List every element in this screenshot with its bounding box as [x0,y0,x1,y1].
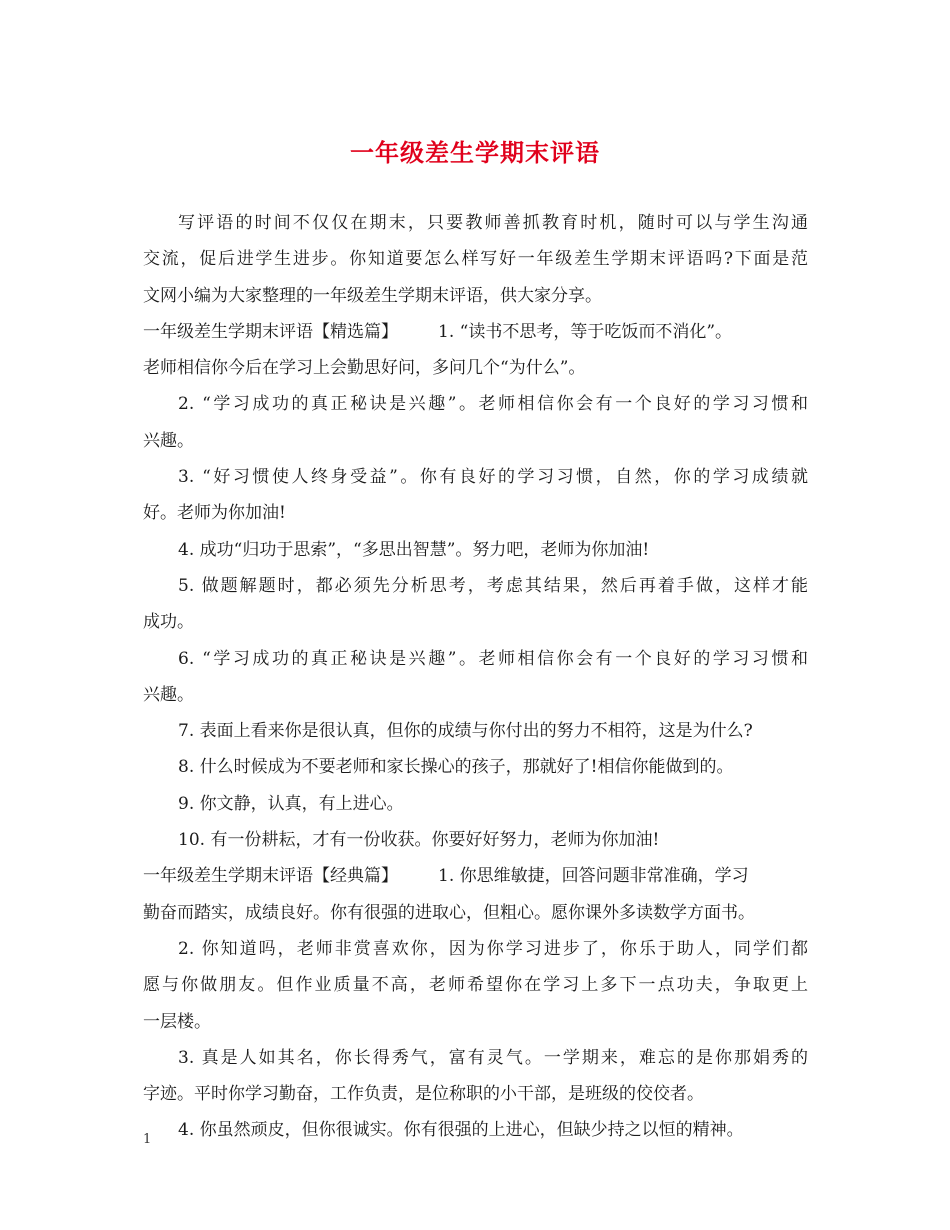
section-heading: 一年级差生学期末评语【经典篇】 [143,866,398,887]
comment-text: 1. “读书不思考，等于吃饭而不消化”。 [438,321,733,342]
comment-line: 3. 真是人如其名，你长得秀气，富有灵气。一学期来，难忘的是你那娟秀的 [178,1047,808,1068]
comment-line: 4. 你虽然顽皮，但你很诚实。你有很强的上进心，但缺少持之以恒的精神。 [178,1120,744,1141]
comment-line: 2. 你知道吗，老师非赏喜欢你，因为你学习进步了，你乐于助人，同学们都 [178,938,808,959]
comment-line: 10. 有一份耕耘，才有一份收获。你要好好努力，老师为你加油! [178,830,660,851]
intro-line: 文网小编为大家整理的一年级差生学期末评语，供大家分享。 [143,285,602,306]
comment-line: 9. 你文静，认真，有上进心。 [178,793,404,814]
section-heading-line [143,314,808,350]
comment-line: 8. 什么时候成为不要老师和家长操心的孩子，那就好了!相信你能做到的。 [178,757,734,778]
comment-line: 6. “学习成功的真正秘诀是兴趣”。老师相信你会有一个良好的学习习惯和 [178,648,808,669]
comment-line: 好。老师为你加油! [143,503,286,524]
comment-line: 3. “好习惯使人终身受益”。你有良好的学习习惯，自然，你的学习成绩就 [178,467,808,488]
section-heading: 一年级差生学期末评语【精选篇】 [143,321,398,342]
comment-line: 成功。 [143,612,194,633]
page-title: 一年级差生学期末评语 [350,139,600,167]
comment-line: 5. 做题解题时，都必须先分析思考，考虑其结果，然后再着手做，这样才能 [178,575,808,596]
comment-line: 兴趣。 [143,430,194,451]
intro-line: 交流，促后进学生进步。你知道要怎么样写好一年级差生学期末评语吗?下面是范 [143,249,808,270]
comment-line: 2. “学习成功的真正秘诀是兴趣”。老师相信你会有一个良好的学习习惯和 [178,394,808,415]
comment-line: 兴趣。 [143,684,194,705]
comment-line: 一层楼。 [143,1011,211,1032]
intro-line: 写评语的时间不仅仅在期末，只要教师善抓教育时机，随时可以与学生沟通 [178,213,808,233]
comment-line: 7. 表面上看来你是很认真，但你的成绩与你付出的努力不相符，这是为什么? [178,721,753,742]
section-heading-line [143,858,808,894]
comment-line: 老师相信你今后在学习上会勤思好问，多问几个“为什么”。 [143,358,586,379]
comment-line: 4. 成功“归功于思索”，“多思出智慧”。努力吧，老师为你加油! [178,539,650,560]
page-number: 1 [143,1132,152,1147]
comment-line: 字迹。平时你学习勤奋，工作负责，是位称职的小干部，是班级的佼佼者。 [143,1084,704,1105]
document-body [143,205,808,1149]
comment-line: 勤奋而踏实，成绩良好。你有很强的进取心，但粗心。愿你课外多读数学方面书。 [143,902,755,923]
comment-text: 1. 你思维敏捷，回答问题非常准确，学习 [438,866,749,887]
comment-line: 愿与你做朋友。但作业质量不高，老师希望你在学习上多下一点功夫，争取更上 [143,975,808,996]
